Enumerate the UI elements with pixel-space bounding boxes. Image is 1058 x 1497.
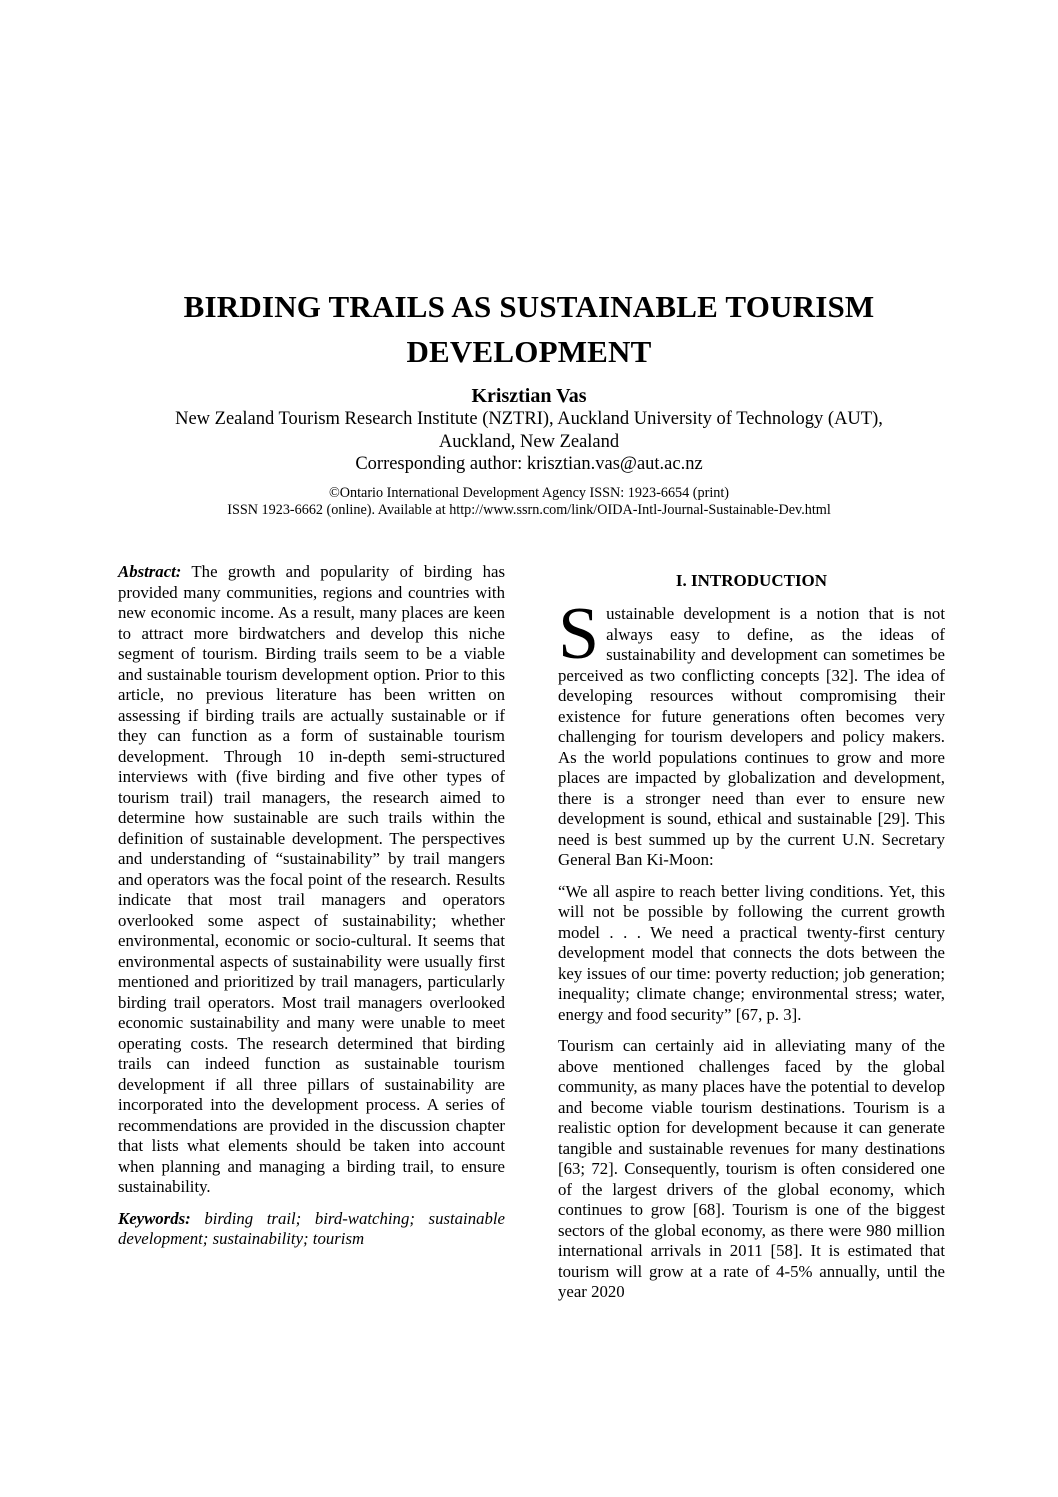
dropcap-letter: S [558, 593, 600, 675]
abstract-paragraph [118, 562, 505, 1198]
abstract-label: Abstract: [118, 562, 182, 581]
introduction-paragraph-2: “We all aspire to reach better living conditions. Yet, this will not be possible by following the current growth model . . . We need a practical twenty-first century development model that connects the dots between the key issues of our time: poverty reduction; job generation; inequality; climate change; environmental stress; water, energy and food security” [67, p. 3]. [558, 881, 945, 1024]
introduction-paragraph-3: Tourism can certainly aid in alleviating many of the above mentioned challenges faced by the global community, as many places have the potential to develop and become viable tourism destinations. Tourism is a realistic option for development because it can generate tangible and sustainable revenues for many destinations [63; 72]. Consequently, tourism is often considered one of the largest drivers of the global economy, which continues to grow [68]. Tourism is one of the biggest sectors of the global economy, as there were 980 million international arrivals in 2011 [58]. It is estimated that tourism will grow at a rate of 4-5% annually, until the year 2020 [558, 1036, 945, 1301]
introduction-heading: I. INTRODUCTION [675, 571, 828, 590]
copyright-block [0, 485, 1058, 520]
paper-header [0, 0, 1058, 520]
keywords-text: birding trail; bird-watching; sustainable development; sustainability; tourism [118, 1208, 505, 1248]
left-column [118, 562, 505, 1314]
copyright-line-2: ISSN 1923-6662 (online). Available at http://www.ssrn.com/link/OIDA-Intl-Journal-Sustainable-Dev.html [227, 502, 831, 518]
keywords-paragraph [118, 1209, 505, 1250]
copyright-line-1: ©Ontario International Development Agency ISSN: 1923-6654 (print) [328, 484, 730, 501]
abstract-text: The growth and popularity of birding has provided many communities, regions and countries with new economic income. As a result, many places are keen to attract more birdwatchers and develop this niche segment of tourism. Birding trails seem to be a viable and sustainable tourism development option. Prior to this article, no previous literature has been written on assessing if birding trails are actually sustainable or if they can function as a form of sustainable tourism development. Through 10 in-depth semi-structured interviews with (five birding and five other types of tourism trail) trail managers, the research aimed to determine how sustainable are such trails within the definition of sustainable development. The perspectives and understanding of “sustainability” by trail mangers and operators was the focal point of the research. Results indicate that most trail managers and operators overlooked some aspect of sustainability; whether environmental, economic or socio-cultural. It seems that environmental aspects of sustainability were usually first mentioned and prioritized by trail managers, particularly birding trail operators. Most trail managers overlooked economic sustainability and many were unable to meet operating costs. The research determined that birding trails can indeed function as sustainable tourism development if all three pillars of sustainability are incorporated into the development process. A series of recommendations are provided in the discussion chapter that lists what elements should be taken into account when planning and managing a birding trail, to ensure sustainability. [118, 562, 505, 1196]
two-column-body [118, 562, 945, 1314]
keywords-label: Keywords: [118, 1208, 191, 1228]
right-column [558, 562, 945, 1314]
introduction-paragraph-1 [558, 593, 945, 871]
author-name: Krisztian Vas [471, 385, 587, 407]
introduction-paragraph-1-text: ustainable development is a notion that is not always easy to define, as the ideas of sustainability and development can sometimes be perceived as two conflicting concepts [32]. The idea of developing resources without compromising their existence for future generations often becomes very challenging for tourism developers and policy makers. As the world populations continues to grow and more places are impacted by globalization and development, there is a stronger need than ever to ensure new development is sound, ethical and sustainable [29]. This need is best summed up by the current U.N. Secretary General Ban Ki-Moon: [558, 604, 945, 869]
corresponding-author: Corresponding author: krisztian.vas@aut.ac.nz [355, 454, 703, 474]
affiliation-line-1: New Zealand Tourism Research Institute (NZTRI), Auckland University of Technology (AUT), [175, 409, 883, 429]
affiliation-line-2: Auckland, New Zealand [438, 431, 620, 452]
paper-title: BIRDING TRAILS AS SUSTAINABLE TOURISM DEVELOPMENT [183, 289, 875, 369]
